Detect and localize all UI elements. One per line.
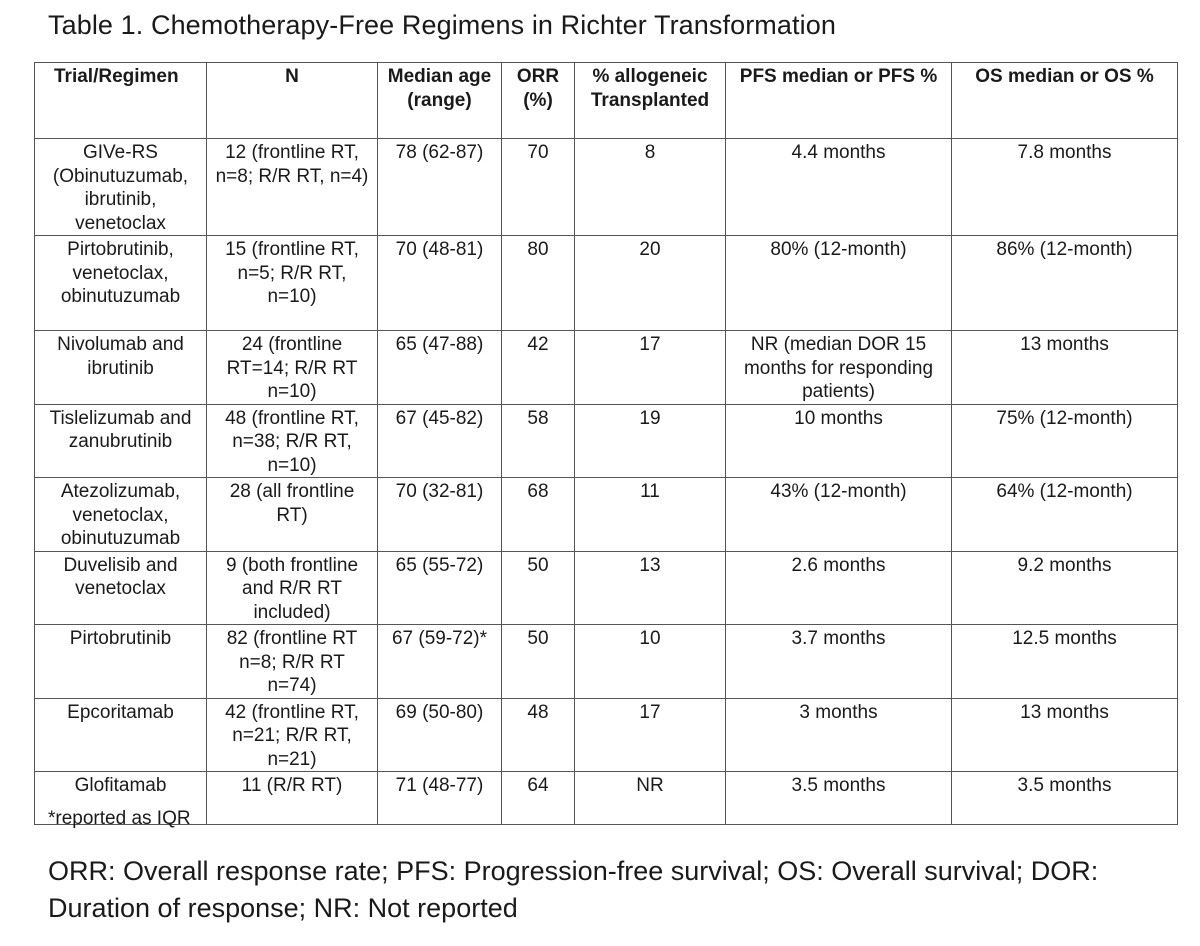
cell-orr: 80 [502,236,575,331]
cell-median-age: 65 (55-72) [378,551,502,625]
table-row [35,139,1178,236]
cell-allogeneic: 20 [575,236,726,331]
cell-allogeneic: 17 [575,698,726,772]
table-row [35,698,1178,772]
header-row [35,63,1178,139]
cell-os: 13 months [952,698,1178,772]
header-trial-regimen: Trial/Regimen [35,63,207,139]
header-pfs: PFS median or PFS % [726,63,952,139]
cell-orr: 50 [502,625,575,699]
cell-os: 12.5 months [952,625,1178,699]
cell-pfs: 3.7 months [726,625,952,699]
cell-n: 42 (frontline RT, n=21; R/R RT, n=21) [207,698,378,772]
table-row [35,772,1178,825]
cell-pfs: 43% (12-month) [726,478,952,552]
cell-allogeneic: 8 [575,139,726,236]
cell-allogeneic: 10 [575,625,726,699]
cell-median-age: 69 (50-80) [378,698,502,772]
header-allogeneic-transplanted: % allogeneic Transplanted [575,63,726,139]
regimens-table [34,62,1178,825]
cell-orr: 68 [502,478,575,552]
cell-median-age: 67 (59-72)* [378,625,502,699]
table-title: Table 1. Chemotherapy-Free Regimens in Richter Transformation [48,10,836,40]
table-row [35,478,1178,552]
cell-os: 9.2 months [952,551,1178,625]
cell-n: 24 (frontline RT=14; R/R RT n=10) [207,331,378,405]
cell-median-age: 65 (47-88) [378,331,502,405]
cell-n: 9 (both frontline and R/R RT included) [207,551,378,625]
cell-median-age: 67 (45-82) [378,404,502,478]
cell-median-age: 70 (32-81) [378,478,502,552]
cell-allogeneic: 19 [575,404,726,478]
cell-regimen: Nivolumab and ibrutinib [35,331,207,405]
cell-pfs: 2.6 months [726,551,952,625]
table-row [35,551,1178,625]
cell-orr: 64 [502,772,575,825]
header-median-age: Median age (range) [378,63,502,139]
cell-regimen: Glofitamab [35,772,207,825]
cell-n: 15 (frontline RT, n=5; R/R RT, n=10) [207,236,378,331]
cell-n: 28 (all frontline RT) [207,478,378,552]
cell-pfs: 80% (12-month) [726,236,952,331]
cell-n: 82 (frontline RT n=8; R/R RT n=74) [207,625,378,699]
cell-regimen: Atezolizumab, venetoclax, obinutuzumab [35,478,207,552]
cell-regimen: Pirtobrutinib [35,625,207,699]
table-row [35,236,1178,331]
cell-orr: 50 [502,551,575,625]
cell-os: 75% (12-month) [952,404,1178,478]
cell-orr: 58 [502,404,575,478]
cell-regimen: GIVe-RS (Obinutuzumab, ibrutinib, venetoclax [35,139,207,236]
cell-orr: 48 [502,698,575,772]
cell-pfs: 3 months [726,698,952,772]
cell-os: 3.5 months [952,772,1178,825]
cell-pfs: 3.5 months [726,772,952,825]
table-row [35,331,1178,405]
cell-orr: 70 [502,139,575,236]
cell-pfs: 10 months [726,404,952,478]
header-os: OS median or OS % [952,63,1178,139]
cell-os: 7.8 months [952,139,1178,236]
header-n: N [207,63,378,139]
cell-allogeneic: 11 [575,478,726,552]
cell-regimen: Duvelisib and venetoclax [35,551,207,625]
cell-median-age: 78 (62-87) [378,139,502,236]
cell-os: 64% (12-month) [952,478,1178,552]
footnote: *reported as IQR [48,808,191,829]
cell-n: 12 (frontline RT, n=8; R/R RT, n=4) [207,139,378,236]
cell-regimen: Pirtobrutinib, venetoclax, obinutuzumab [35,236,207,331]
cell-os: 13 months [952,331,1178,405]
abbreviations-note: ORR: Overall response rate; PFS: Progression-free survival; OS: Overall survival; DOR: Duration of response; NR: Not reported [48,856,1099,923]
cell-median-age: 71 (48-77) [378,772,502,825]
cell-median-age: 70 (48-81) [378,236,502,331]
table-row [35,625,1178,699]
cell-allogeneic: 17 [575,331,726,405]
header-orr: ORR (%) [502,63,575,139]
table-row [35,404,1178,478]
cell-os: 86% (12-month) [952,236,1178,331]
cell-allogeneic: NR [575,772,726,825]
cell-n: 11 (R/R RT) [207,772,378,825]
cell-allogeneic: 13 [575,551,726,625]
cell-pfs: 4.4 months [726,139,952,236]
cell-pfs: NR (median DOR 15 months for responding patients) [726,331,952,405]
cell-orr: 42 [502,331,575,405]
cell-regimen: Epcoritamab [35,698,207,772]
cell-n: 48 (frontline RT, n=38; R/R RT, n=10) [207,404,378,478]
cell-regimen: Tislelizumab and zanubrutinib [35,404,207,478]
